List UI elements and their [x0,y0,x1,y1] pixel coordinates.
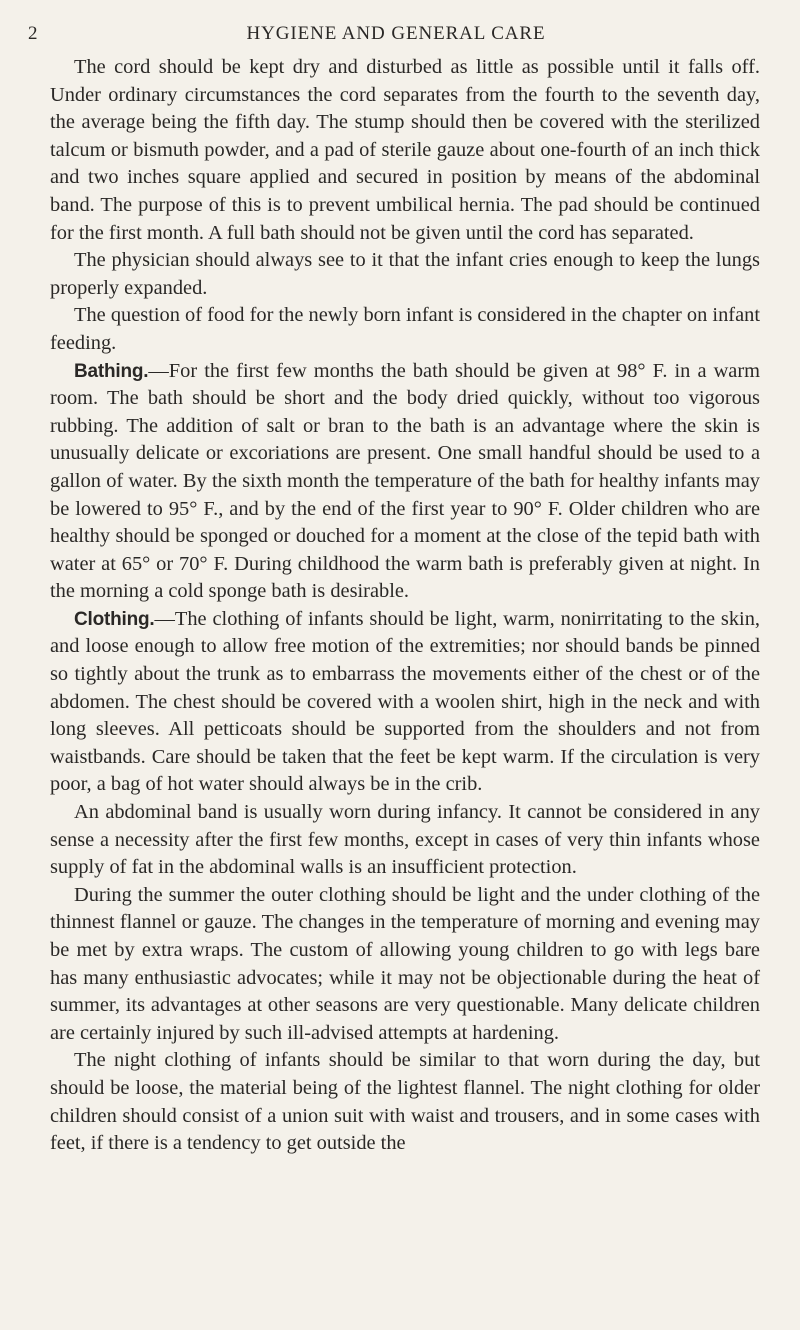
clothing-text: —The clothing of infants should be light, warm, nonirritating to the skin, and loose enough to allow free motion of the extremities; nor should bands be pinned so tightly about the trunk as to embarrass the movements either of the chest or of the abdomen. The chest should be covered with a woolen shirt, high in the neck and with long sleeves. All petticoats should be supported from the shoulders and not from waistbands. Care should be taken that the feet be kept warm. If the circulation is very poor, a bag of hot water should always be in the crib. [50,607,760,796]
bathing-heading: Bathing. [74,360,149,382]
paragraph-summer-clothing: During the summer the outer clothing should be light and the under clothing of the thinnest flannel or gauze. The changes in the temperature of morning and evening may be met by extra wraps. The custom of allowing young children to go with legs bare has many enthusiastic advocates; while it may not be objectionable during the heat of summer, its advantages at other seasons are very questionable. Many delicate children are certainly injured by such ill-advised attempts at hardening. [50,883,760,1044]
page-number: 2 [28,23,39,44]
body-text [50,54,760,1158]
bathing-text: —For the first few months the bath should be given at 98° F. in a warm room. The bath should be short and the body dried quickly, without too vigorous rubbing. The addition of salt or bran to the bath is an advantage where the skin is unusually delicate or excoriations are present. One small handful should be used to a gallon of water. By the sixth month the temperature of the bath for healthy infants may be lowered to 95° F., and by the end of the first year to 90° F. Older children who are healthy should be sponged or douched for a moment at the close of the tepid bath with water at 65° or 70° F. During childhood the warm bath is preferably given at night. In the morning a cold sponge bath is desirable. [50,359,760,603]
paragraph-cord-care: The cord should be kept dry and disturbed as little as possible until it falls off. Under ordinary circumstances the cord separates from the fourth to the seventh day, the average being the fifth day. The stump should then be covered with the sterilized talcum or bismuth powder, and a pad of sterile gauze about one-fourth of an inch thick and two inches square applied and secured in position by means of the abdominal band. The purpose of this is to prevent umbilical hernia. The pad should be continued for the first month. A full bath should not be given until the cord has separated. [50,56,760,244]
paragraph-abdominal-band: An abdominal band is usually worn during infancy. It cannot be considered in any sense a necessity after the first few months, except in cases of very thin infants whose supply of fat in the abdominal walls is an insufficient protection. [50,801,760,879]
paragraph-bathing [50,358,760,606]
paragraph-night-clothing: The night clothing of infants should be similar to that worn during the day, but should be loose, the material being of the lightest flannel. The night clothing for older children should consist of a union suit with waist and trousers, and in some cases with feet, if there is a tendency to get outside the [50,1049,760,1155]
paragraph-food: The question of food for the newly born infant is considered in the chapter on infant feeding. [50,304,760,354]
clothing-heading: Clothing. [74,608,155,630]
paragraph-clothing [50,606,760,799]
running-head [28,14,760,54]
running-head-title: HYGIENE AND GENERAL CARE [246,23,546,44]
paragraph-lungs: The physician should always see to it that the infant cries enough to keep the lungs properly expanded. [50,249,760,299]
